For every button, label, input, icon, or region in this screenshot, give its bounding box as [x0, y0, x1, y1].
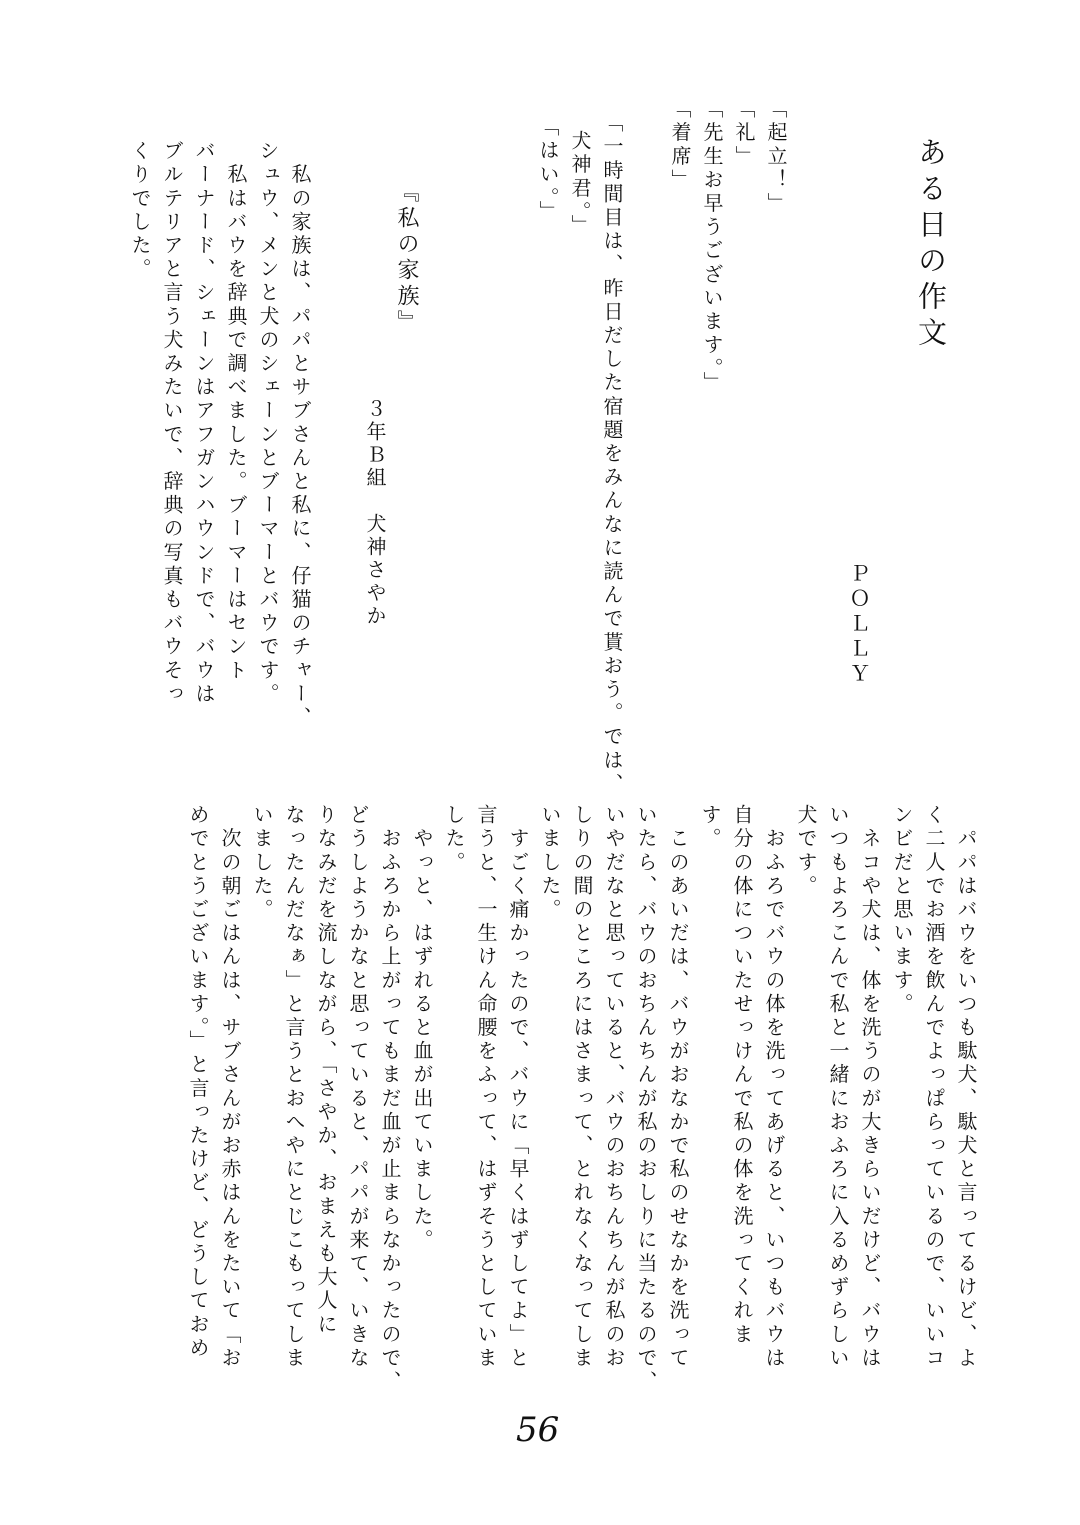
- essay-line: 自分の体についたせっけんで私の体を洗ってくれま: [730, 804, 754, 1347]
- essay-line: すごく痛かったので、バウに「早くはずしてよ」と: [506, 804, 530, 1371]
- dialogue-line: 「礼」: [732, 98, 756, 169]
- essay-line: く二人でお酒を飲んでよっぱらっているので、いいコ: [922, 804, 946, 1371]
- author-name: ＰＯＬＬＹ: [847, 562, 871, 687]
- dialogue-line: 「はい。」: [536, 116, 560, 224]
- essay-line: 言うと、一生けん命腰をふって、はずそうとしていま: [474, 804, 498, 1371]
- essay-line: りなみだを流しながら、「さやか、おまえも大人に: [314, 804, 338, 1337]
- essay-line: しりの間のところにはさまって、とれなくなってしま: [570, 804, 594, 1371]
- essay-line: いたら、バウのおちんちんが私のおしりに当たるので、: [634, 804, 658, 1394]
- essay-line: くりでした。: [128, 140, 152, 282]
- essay-line: やっと、はずれると血が出ていました。: [410, 804, 434, 1253]
- dialogue-line: 「起立！」: [764, 98, 788, 216]
- essay-byline: ３年Ｂ組 犬神さやか: [363, 398, 387, 628]
- essay-line: いました。: [250, 804, 274, 922]
- essay-line: ネコや犬は、体を洗うのが大きらいだけど、バウは: [858, 804, 882, 1371]
- essay-line: いました。: [538, 804, 562, 922]
- essay-line: す。: [698, 804, 722, 852]
- page-number: 56: [516, 1410, 560, 1450]
- essay-line: どうしようかなと思っていると、パパが来て、いきな: [346, 804, 370, 1371]
- essay-line: なったんだなぁ」と言うとおへやにとじこもってしま: [282, 804, 306, 1371]
- essay-line: ブルテリアと言う犬みたいで、辞典の写真もバウそっ: [160, 140, 184, 707]
- dialogue-line: 「先生お早うございます。」: [700, 98, 724, 395]
- essay-line: バーナード、シェーンはアフガンハウンドで、バウは: [192, 140, 216, 707]
- essay-line: した。: [442, 804, 466, 875]
- dialogue-line: 「一時間目は、昨日だした宿題をみんなに読んで貰おう。では、: [600, 112, 624, 797]
- story-title: ある日の作文: [914, 137, 948, 353]
- essay-line: 次の朝ごはんは、サブさんがお赤はんをたいて「お: [218, 804, 242, 1371]
- essay-line: いつもよろこんで私と一緒におふろに入るめずらしい: [826, 804, 850, 1371]
- dialogue-line: 犬神君。」: [568, 130, 592, 238]
- essay-line: 私の家族は、パパとサブさんと私に、仔猫のチャー、: [288, 140, 312, 730]
- essay-line: このあいだは、バウがおなかで私のせなかを洗って: [666, 804, 690, 1371]
- essay-line: いやだなと思っていると、バウのおちんちんが私のお: [602, 804, 626, 1371]
- dialogue-line: 「着席」: [668, 98, 692, 193]
- essay-line: めでとうございます。」と言ったけど、どうしておめ: [186, 804, 210, 1361]
- essay-line: おふろから上がってもまだ血が止まらなかったので、: [378, 804, 402, 1394]
- essay-line: 犬です。: [794, 804, 818, 899]
- essay-line: おふろでバウの体を洗ってあげると、いつもバウは: [762, 804, 786, 1371]
- essay-line: ンビだと思います。: [890, 804, 914, 1017]
- essay-line: シュウ、メンと犬のシェーンとブーマーとバウです。: [256, 140, 280, 707]
- essay-line: 私はバウを辞典で調べました。ブーマーはセント: [224, 140, 248, 683]
- essay-line: パパはバウをいつも駄犬、駄犬と言ってるけど、よ: [954, 804, 978, 1371]
- essay-title: 『私の家族』: [394, 180, 419, 336]
